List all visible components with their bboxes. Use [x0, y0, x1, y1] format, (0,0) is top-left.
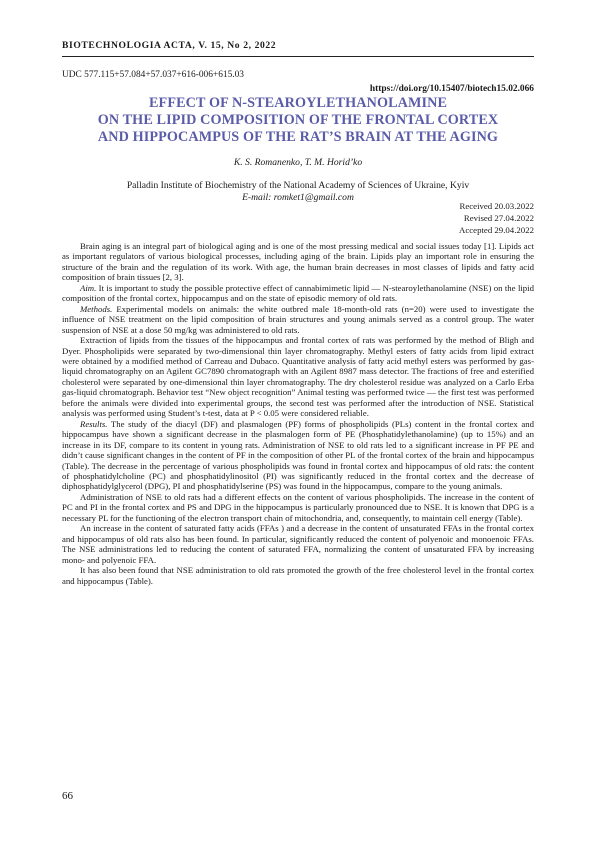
affiliation: Palladin Institute of Biochemistry of the National Academy of Sciences of Ukraine, Kyiv	[126, 180, 470, 191]
aim-paragraph	[62, 283, 534, 304]
author-email[interactable]: E-mail: romket1@gmail.com	[242, 191, 354, 203]
title-line: AND HIPPOCAMPUS OF THE RAT’S BRAIN AT THE AGING	[97, 129, 499, 145]
date-accepted: Accepted 29.04.2022	[459, 225, 534, 235]
page-number: 66	[62, 790, 73, 802]
results-label: Results.	[80, 418, 108, 429]
intro-paragraph: Brain aging is an integral part of biological aging and is one of the most pressing medical and social issues today [1]. Lipids act as important regulators of various biological processes, including aging of the brain. Lipids play an important role in ensuring the structure of the brain and the regulation of its work. With age, the human brain decreases in most classes of lipids and fatty acid composition of brain tissues [2, 3].	[62, 241, 534, 283]
author-list: K. S. Romanenko, T. M. Horid’ko	[233, 157, 363, 168]
methods-paragraph	[62, 304, 534, 335]
journal-running-head: BIOTECHNOLOGIA ACTA, V. 15, No 2, 2022	[62, 40, 277, 51]
article-dates	[459, 200, 534, 236]
results-paragraph-3: An increase in the content of saturated fatty acids (FFAs ) and a decrease in the content of unsaturated FFAs in the frontal cortex and hippocampus of old rats also has been found. In particular, significantly reduced the content of polyenoic and monoenoic FFAs. The NSE administrations led to reducing the content of saturated FFA, normalizing the content of unsaturated FFA by increasing mono- and polyenoic FFA.	[62, 523, 534, 565]
article-title	[62, 95, 534, 146]
results-paragraph-4: It has also been found that NSE administration to old rats promoted the growth of the free cholesterol level in the frontal cortex and hippocampus (Table).	[62, 565, 534, 586]
methods-text: Experimental models on animals: the white outbred male 18-month-old rats (n=20) were used to investigate the influence of NSE treatment on the lipid composition of brain structures and young animals served as a control group. The water suspension of NSE at a dose 50 mg/kg was administered to old rats.	[62, 303, 534, 335]
title-line: EFFECT OF N-STEAROYLETHANOLAMINE	[148, 95, 448, 111]
results-paragraph-2: Administration of NSE to old rats had a different effects on the content of various phospholipids. The increase in the content of PC and PI in the frontal cortex and PS and DPG in the hippocampus is particularly pronounced due to NSE. It is known that DPG is a necessary PL for the functioning of the electron transport chain of mitochondria, and, consequently, to maintain cell energy (Table).	[62, 491, 534, 523]
title-line: ON THE LIPID COMPOSITION OF THE FRONTAL CORTEX	[97, 112, 499, 128]
udc-code: UDC 577.115+57.084+57.037+616-006+615.03	[62, 70, 244, 80]
date-received: Received 20.03.2022	[459, 201, 534, 211]
methods-label: Methods.	[80, 303, 113, 314]
header-rule	[62, 56, 534, 57]
doi-link[interactable]: https://doi.org/10.15407/biotech15.02.066	[369, 84, 534, 94]
abstract-body	[62, 241, 534, 586]
results-paragraph	[62, 419, 534, 492]
results-text: The study of the diacyl (DF) and plasmalogen (PF) forms of phospholipids (PLs) content in the frontal cortex and hippocampus have shown a significant decrease in the plasmalogen form of PE (Phosphatidylethanolamine) (up to 15%) and an increase in its DF, compare to its content in young rats. Administration of NSE to old rats led to a significant increase in PF PE and didn’t cause significant changes in the content of PF in the composition of other PL of the frontal cortex of the brain and hippocampus (Table). The decrease in the percentage of various phospholipids was found in frontal cortex and hippocampus of old rats: the content of phosphatidylcholine (PC) and phosphatidylinositol (PI) was significantly reduced in the frontal cortex and the decrease of diphosphatidylglycerol (DPG), PI and phosphatidylserine (PS) was found in the hippocampus, compare to the young animals.	[62, 418, 534, 492]
methods-paragraph-2: Extraction of lipids from the tissues of the hippocampus and frontal cortex of rats was performed by the method of Bligh and Dyer. Phospholipids were separated by two-dimensional thin layer chromatography. Methyl esters of fatty acids from lipid extract were obtained by a modified method of Carreau and Dubaco. Quantitative analysis of fatty acid methyl esters was performed by gas-liquid chromatography on an Agilent GC7890 chromatograph with an Agilent 8987 mass detector. The fractions of free and esterified cholesterol were separated by one-dimensional thin layer chromatography. The dry cholesterol residue was analyzed on a Carlo Erba gas-liquid chromatograph. Behavior test “New object recognition” Animal testing was performed twice — the first test was performed before the animals were divided into experimental groups, the second test was performed after the introduction of NSE. Statistical analysis was performed using Student’s t-test, data at P < 0.05 were considered reliable.	[62, 335, 534, 419]
aim-text: It is important to study the possible protective effect of cannabimimetic lipid — N-stearoylethanolamine (NSE) on the lipid composition of the frontal cortex, hippocampus and on the state of episodic memory of old rats.	[62, 282, 534, 304]
date-revised: Revised 27.04.2022	[463, 213, 534, 223]
aim-label: Aim.	[80, 282, 97, 293]
